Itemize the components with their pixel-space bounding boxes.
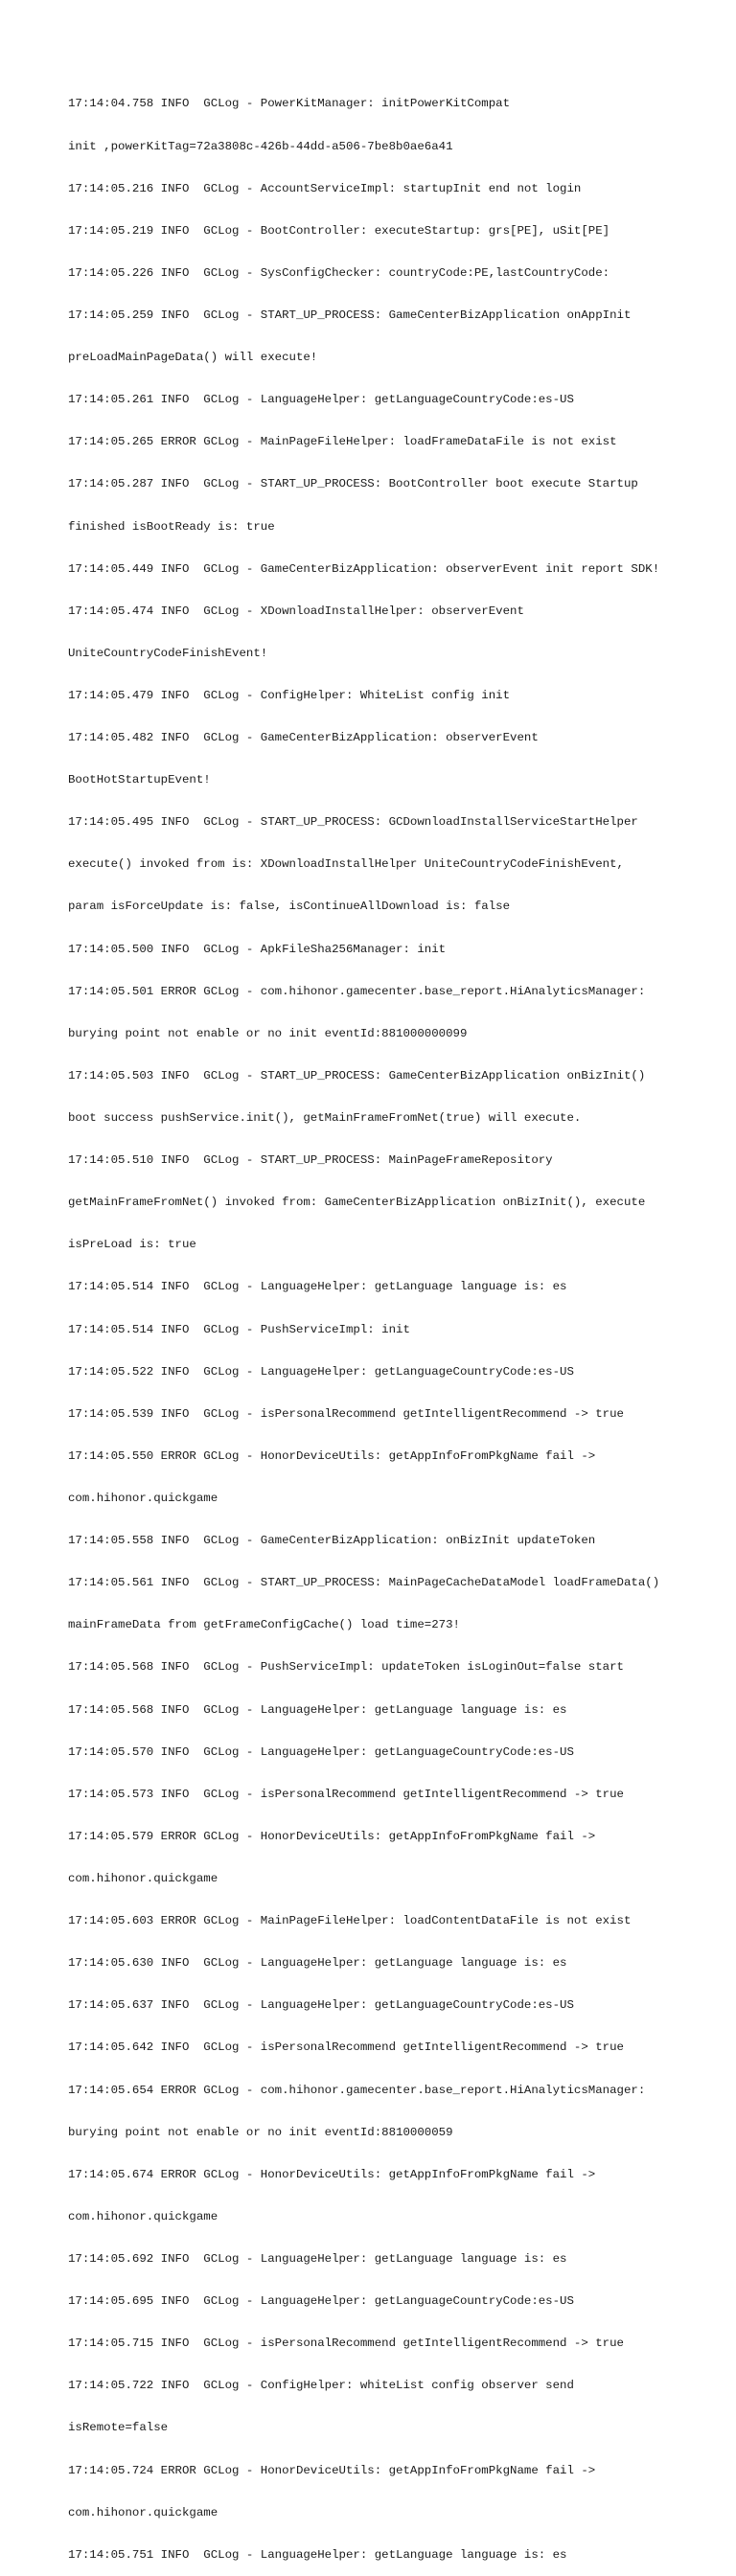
log-line: 17:14:05.724 ERROR GCLog - HonorDeviceUtils: getAppInfoFromPkgName fail -> <box>68 2463 596 2477</box>
log-line: 17:14:05.568 INFO GCLog - LanguageHelper: getLanguage language is: es <box>68 1702 567 1717</box>
log-line: 17:14:05.261 INFO GCLog - LanguageHelper: getLanguageCountryCode:es-US <box>68 393 574 407</box>
log-line: com.hihonor.quickgame <box>68 1492 218 1506</box>
log-line: 17:14:05.495 INFO GCLog - START_UP_PROCESS: GCDownloadInstallServiceStartHelper <box>68 815 638 830</box>
log-line: 17:14:05.695 INFO GCLog - LanguageHelper: getLanguageCountryCode:es-US <box>68 2294 574 2309</box>
log-line: 17:14:05.219 INFO GCLog - BootController: executeStartup: grs[PE], uSit[PE] <box>68 223 610 238</box>
log-line: 17:14:05.226 INFO GCLog - SysConfigChecker: countryCode:PE,lastCountryCode: <box>68 265 610 280</box>
log-line: 17:14:05.500 INFO GCLog - ApkFileSha256Manager: init <box>68 942 447 956</box>
log-line: 17:14:05.501 ERROR GCLog - com.hihonor.gamecenter.base_report.HiAnalyticsManager: <box>68 984 646 998</box>
log-line: 17:14:05.722 INFO GCLog - ConfigHelper: whiteList config observer send <box>68 2379 574 2393</box>
log-line: finished isBootReady is: true <box>68 519 275 534</box>
log-line: 17:14:05.642 INFO GCLog - isPersonalRecommend getIntelligentRecommend -> true <box>68 2040 624 2055</box>
log-line: 17:14:05.692 INFO GCLog - LanguageHelper: getLanguage language is: es <box>68 2251 567 2266</box>
log-line: 17:14:05.561 INFO GCLog - START_UP_PROCESS: MainPageCacheDataModel loadFrameData() <box>68 1576 660 1590</box>
log-line: 17:14:05.474 INFO GCLog - XDownloadInstallHelper: observerEvent <box>68 604 524 618</box>
log-line: 17:14:05.259 INFO GCLog - START_UP_PROCESS: GameCenterBizApplication onAppInit <box>68 308 632 322</box>
log-line: 17:14:05.479 INFO GCLog - ConfigHelper: WhiteList config init <box>68 688 511 702</box>
log-line: BootHotStartupEvent! <box>68 773 211 787</box>
log-line: isPreLoad is: true <box>68 1238 196 1252</box>
log-line: 17:14:05.510 INFO GCLog - START_UP_PROCESS: MainPageFrameRepository <box>68 1153 553 1168</box>
log-line: 17:14:05.539 INFO GCLog - isPersonalRecommend getIntelligentRecommend -> true <box>68 1406 624 1421</box>
log-line: 17:14:05.522 INFO GCLog - LanguageHelper: getLanguageCountryCode:es-US <box>68 1364 574 1379</box>
log-line: init ,powerKitTag=72a3808c-426b-44dd-a506-7be8b0ae6a41 <box>68 139 453 153</box>
log-line: getMainFrameFromNet() invoked from: GameCenterBizApplication onBizInit(), execute <box>68 1196 646 1210</box>
log-line: 17:14:05.570 INFO GCLog - LanguageHelper: getLanguageCountryCode:es-US <box>68 1744 574 1759</box>
log-line: 17:14:05.558 INFO GCLog - GameCenterBizApplication: onBizInit updateToken <box>68 1534 596 1548</box>
log-line: param isForceUpdate is: false, isContinueAllDownload is: false <box>68 900 511 914</box>
log-output <box>68 69 729 2576</box>
log-line: 17:14:05.514 INFO GCLog - LanguageHelper: getLanguage language is: es <box>68 1280 567 1294</box>
log-line: 17:14:05.265 ERROR GCLog - MainPageFileHelper: loadFrameDataFile is not exist <box>68 435 617 449</box>
log-line: 17:14:05.482 INFO GCLog - GameCenterBizApplication: observerEvent <box>68 731 539 745</box>
log-line: 17:14:05.630 INFO GCLog - LanguageHelper: getLanguage language is: es <box>68 1956 567 1971</box>
log-line: boot success pushService.init(), getMainFrameFromNet(true) will execute. <box>68 1111 582 1126</box>
log-line: 17:14:05.216 INFO GCLog - AccountServiceImpl: startupInit end not login <box>68 181 582 195</box>
log-line: 17:14:05.287 INFO GCLog - START_UP_PROCESS: BootController boot execute Startup <box>68 477 638 491</box>
log-line: UniteCountryCodeFinishEvent! <box>68 646 268 660</box>
log-line: isRemote=false <box>68 2421 169 2435</box>
log-line: 17:14:05.568 INFO GCLog - PushServiceImpl: updateToken isLoginOut=false start <box>68 1660 624 1675</box>
log-line: 17:14:05.550 ERROR GCLog - HonorDeviceUtils: getAppInfoFromPkgName fail -> <box>68 1448 596 1463</box>
log-line: 17:14:05.514 INFO GCLog - PushServiceImpl: init <box>68 1322 410 1336</box>
log-line: mainFrameData from getFrameConfigCache() load time=273! <box>68 1618 460 1632</box>
log-line: 17:14:04.758 INFO GCLog - PowerKitManager: initPowerKitCompat <box>68 97 511 111</box>
log-line: 17:14:05.654 ERROR GCLog - com.hihonor.gamecenter.base_report.HiAnalyticsManager: <box>68 2083 646 2097</box>
log-line: 17:14:05.751 INFO GCLog - LanguageHelper: getLanguage language is: es <box>68 2547 567 2562</box>
log-line: 17:14:05.603 ERROR GCLog - MainPageFileHelper: loadContentDataFile is not exist <box>68 1914 632 1928</box>
log-line: 17:14:05.715 INFO GCLog - isPersonalRecommend getIntelligentRecommend -> true <box>68 2337 624 2351</box>
log-line: burying point not enable or no init eventId:881000000099 <box>68 1026 468 1040</box>
log-line: 17:14:05.579 ERROR GCLog - HonorDeviceUtils: getAppInfoFromPkgName fail -> <box>68 1829 596 1843</box>
log-line: 17:14:05.503 INFO GCLog - START_UP_PROCESS: GameCenterBizApplication onBizInit() <box>68 1068 646 1083</box>
log-line: 17:14:05.674 ERROR GCLog - HonorDeviceUtils: getAppInfoFromPkgName fail -> <box>68 2167 596 2181</box>
log-line: 17:14:05.573 INFO GCLog - isPersonalRecommend getIntelligentRecommend -> true <box>68 1787 624 1801</box>
log-line: com.hihonor.quickgame <box>68 2505 218 2519</box>
log-line: preLoadMainPageData() will execute! <box>68 351 318 365</box>
log-line: 17:14:05.637 INFO GCLog - LanguageHelper: getLanguageCountryCode:es-US <box>68 1998 574 2013</box>
log-line: execute() invoked from is: XDownloadInstallHelper UniteCountryCodeFinishEvent, <box>68 857 624 872</box>
log-line: com.hihonor.quickgame <box>68 1872 218 1885</box>
log-line: 17:14:05.449 INFO GCLog - GameCenterBizApplication: observerEvent init report SDK! <box>68 561 660 576</box>
log-line: burying point not enable or no init eventId:8810000059 <box>68 2125 453 2139</box>
log-line: com.hihonor.quickgame <box>68 2209 218 2223</box>
